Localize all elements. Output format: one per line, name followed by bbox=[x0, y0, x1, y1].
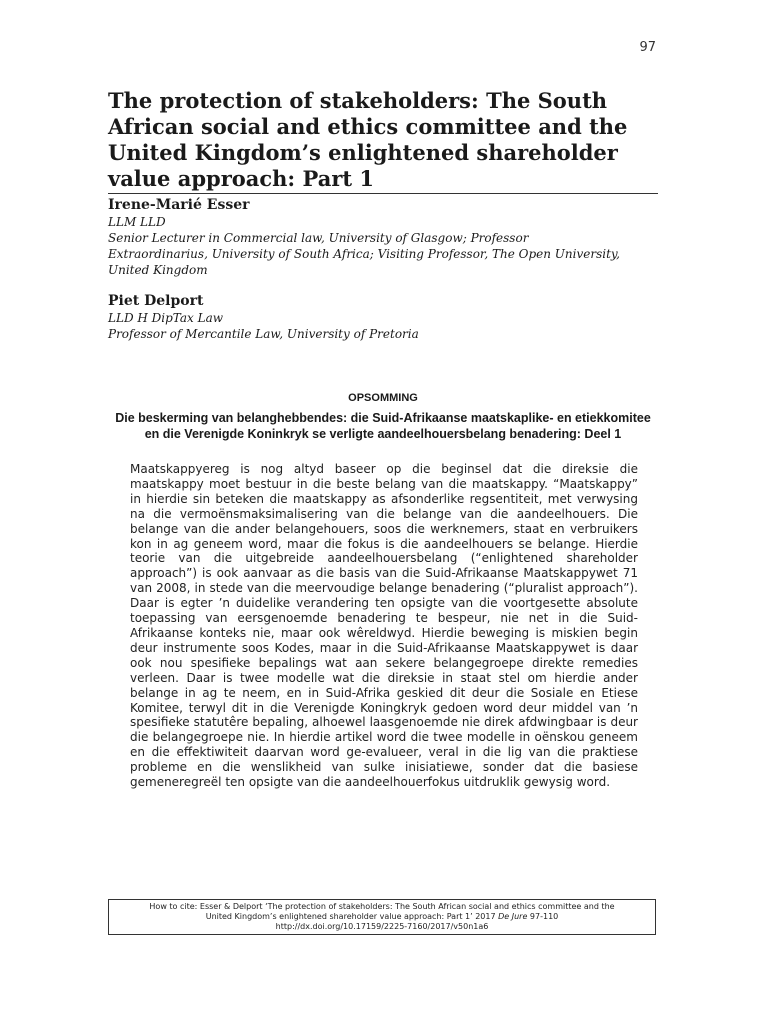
summary-heading: OPSOMMING bbox=[348, 392, 418, 404]
summary-title: Die beskerming van belanghebbendes: die Suid-Afrikaanse maatskaplike- en etiekkomitee en die Verenigde Koninkryk se verligte aandeelhouersbelang benadering: Deel 1 bbox=[115, 411, 651, 441]
author-list bbox=[108, 196, 668, 356]
author-name: Irene-Marié Esser bbox=[108, 197, 250, 213]
article-title: The protection of stakeholders: The South African social and ethics committee and the United Kingdom’s enlightened shareholder value approach: Part 1 bbox=[108, 88, 628, 191]
citation-journal: De Jure bbox=[498, 912, 528, 921]
author-credential: LLD H DipTax Law bbox=[108, 311, 223, 325]
citation-line: How to cite: Esser & Delport ‘The protection of stakeholders: The South African social and ethics committee and the bbox=[149, 902, 615, 911]
page-number: 97 bbox=[639, 40, 656, 55]
author-affiliation: Professor of Mercantile Law, University of Pretoria bbox=[108, 327, 419, 341]
citation-doi-link[interactable]: http://dx.doi.org/10.17159/2225-7160/2017/v50n1a6 bbox=[275, 922, 489, 931]
author-affiliation: Extraordinarius, University of South Africa; Visiting Professor, The Open University, bbox=[108, 247, 620, 261]
author-block bbox=[108, 292, 668, 342]
citation-pages: 97-110 bbox=[527, 912, 559, 921]
author-affiliation: Senior Lecturer in Commercial law, University of Glasgow; Professor bbox=[108, 231, 529, 245]
author-affiliation: United Kingdom bbox=[108, 263, 208, 277]
author-name: Piet Delport bbox=[108, 293, 204, 309]
author-credential: LLM LLD bbox=[108, 215, 166, 229]
citation-line bbox=[113, 912, 651, 922]
citation-box bbox=[108, 899, 656, 935]
title-divider bbox=[108, 193, 658, 194]
citation-text: United Kingdom’s enlightened shareholder value approach: Part 1’ 2017 bbox=[205, 912, 499, 921]
author-block bbox=[108, 196, 668, 278]
summary-body: Maatskappyereg is nog altyd baseer op die beginsel dat die direksie die maatskappy moet bestuur in die beste belang van die maatskappy. “Maatskappy” in hierdie sin beteken die maatskappy as afsonderlike regsentiteit, met verwysing na die vermoënsmaksimalisering van die belange van die aandeelhouers. Die belange van die ander belangehouers, soos die werknemers, staat en verbruikers kon in ag geneem word, maar die fokus is die aandeelhouers se belange. Hierdie teorie van die uitgebreide aandeelhouersbelang (“enlightened shareholder approach”) is ook aanvaar as die basis van die Suid-Afrikaanse Maatskappywet 71 van 2008, in stede van die meervoudige belange benadering (“pluralist approach”). Daar is egter ’n duidelike verandering ten opsigte van die voortgesette absolute toepassing van eersgenoemde benadering te bespeur, nie net in die Suid-Afrikaanse konteks nie, maar ook wêreldwyd. Hierdie beweging is miskien begin deur instrumente soos Kodes, maar in die Suid-Afrikaanse Maatskappywet is daar ook nou spesifieke bepalings wat aan sekere belangegroepe direkte remedies verleen. Daar is twee modelle wat die direksie in staat stel om hierdie ander belange in ag te neem, en in Suid-Afrika geskied dit deur die Sosiale en Etiese Komitee, terwyl dit in die Verenigde Koningkryk gedoen word deur middel van ’n spesifieke statutêre bepaling, alhoewel laasgenoemde nie direk afdwingbaar is deur die belangegroepe nie. In hierdie artikel word die twee modelle in oënskou geneem en die effektiwiteit daarvan word ge-evalueer, veral in die lig van die praktiese probleme en die wenslikheid van sulke inisiatiewe, sonder dat die basiese gemeneregreël ten opsigte van die aandeelhouerfokus uitdruklik gewysig word. bbox=[130, 462, 638, 790]
